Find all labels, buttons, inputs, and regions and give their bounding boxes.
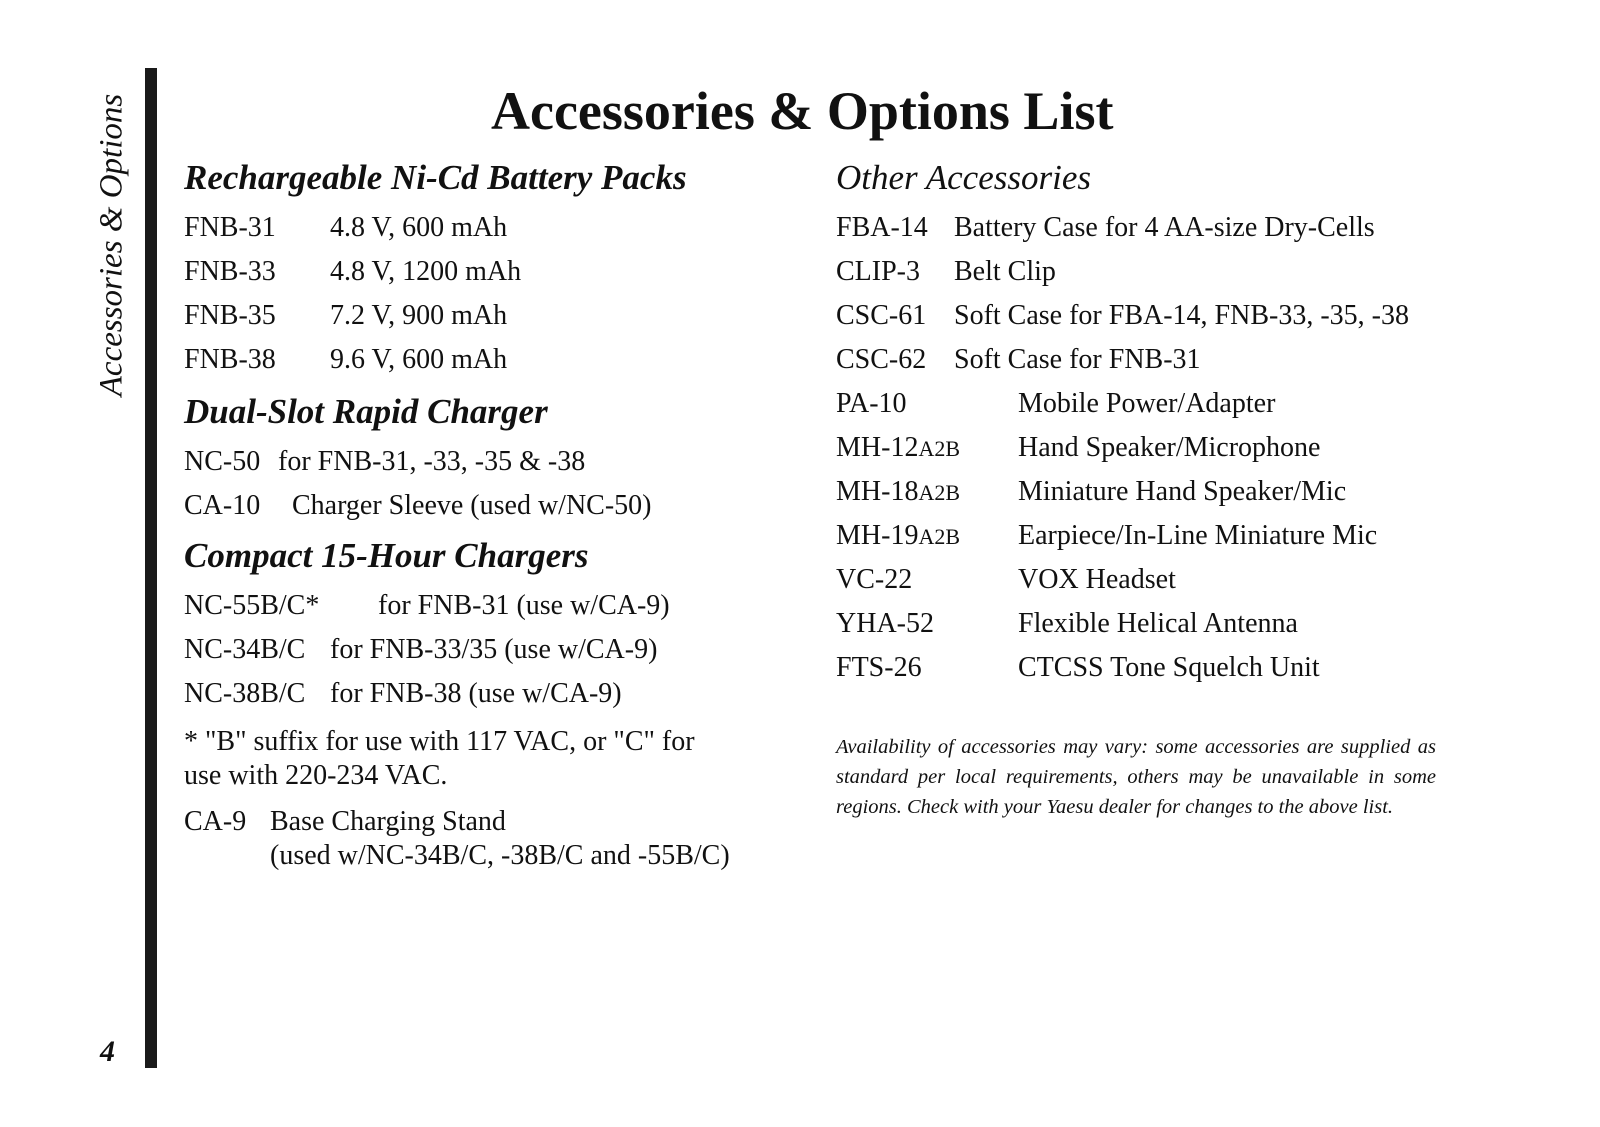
item-code: CSC-61 [836,300,927,331]
page-number: 4 [100,1035,115,1068]
item-code: FNB-33 [184,256,276,287]
item-code: NC-55B/C* [184,590,320,621]
item-desc: 7.2 V, 900 mAh [330,300,508,331]
item-code: NC-38B/C [184,678,306,709]
item-desc: Base Charging Stand [270,806,506,837]
item-desc: Earpiece/In-Line Miniature Mic [1018,520,1378,551]
item-desc: 9.6 V, 600 mAh [330,344,508,375]
item-desc: for FNB-33/35 (use w/CA-9) [330,634,658,665]
other-accessories-heading: Other Accessories [836,158,1091,197]
item-code [836,432,960,465]
stand-desc-continued: (used w/NC-34B/C, -38B/C and -55B/C) [270,840,730,871]
item-code: CLIP-3 [836,256,920,287]
item-code-base: MH-19 [836,520,919,551]
item-desc: Soft Case for FBA-14, FNB-33, -35, -38 [954,300,1409,331]
item-code: NC-34B/C [184,634,306,665]
item-desc: Battery Case for 4 AA-size Dry-Cells [954,212,1375,243]
item-code: YHA-52 [836,608,934,639]
item-desc: 4.8 V, 1200 mAh [330,256,522,287]
item-desc: Belt Clip [954,256,1056,287]
item-desc: Hand Speaker/Microphone [1018,432,1321,463]
compact-chargers-heading: Compact 15-Hour Chargers [184,536,589,575]
item-code-base: MH-12 [836,432,919,463]
item-code [836,520,960,553]
page-title: Accessories & Options List [491,81,1114,141]
item-code: FNB-38 [184,344,276,375]
item-code-base: MH-18 [836,476,919,507]
item-code: CSC-62 [836,344,927,375]
item-desc: for FNB-38 (use w/CA-9) [330,678,622,709]
footnote-line: * "B" suffix for use with 117 VAC, or "C" for [184,726,695,757]
item-desc: Flexible Helical Antenna [1018,608,1298,639]
item-code: FTS-26 [836,652,922,683]
availability-note: Availability of accessories may vary: some accessories are supplied as standard per local requirements, others may be unavailable in some regions. Check with your Yaesu dealer for changes to the above list. [836,736,1436,818]
item-desc: CTCSS Tone Squelch Unit [1018,652,1320,683]
item-code-suffix: A2B [918,524,961,549]
item-code-suffix: A2B [918,480,961,505]
margin-bar [145,68,157,1068]
item-desc: Charger Sleeve (used w/NC-50) [292,490,652,521]
item-code: FNB-31 [184,212,276,243]
item-desc: Mobile Power/Adapter [1018,388,1276,419]
item-desc: 4.8 V, 600 mAh [330,212,508,243]
footnote-line: use with 220-234 VAC. [184,760,448,791]
rapid-charger-heading: Dual-Slot Rapid Charger [184,392,548,431]
item-code-suffix: A2B [918,436,961,461]
item-desc: VOX Headset [1018,564,1176,595]
item-code [836,476,960,509]
item-code: NC-50 [184,446,261,477]
item-desc: Soft Case for FNB-31 [954,344,1201,375]
side-tab [82,60,142,430]
item-desc: Miniature Hand Speaker/Mic [1018,476,1347,507]
item-code: FNB-35 [184,300,276,331]
item-code: CA-10 [184,490,261,521]
item-desc: for FNB-31 (use w/CA-9) [378,590,670,621]
side-tab-label: Accessories & Options [93,93,130,397]
battery-heading: Rechargeable Ni-Cd Battery Packs [184,158,687,197]
item-code: CA-9 [184,806,247,837]
item-code: VC-22 [836,564,913,595]
item-code: PA-10 [836,388,907,419]
item-desc: for FNB-31, -33, -35 & -38 [278,446,586,477]
item-code: FBA-14 [836,212,928,243]
